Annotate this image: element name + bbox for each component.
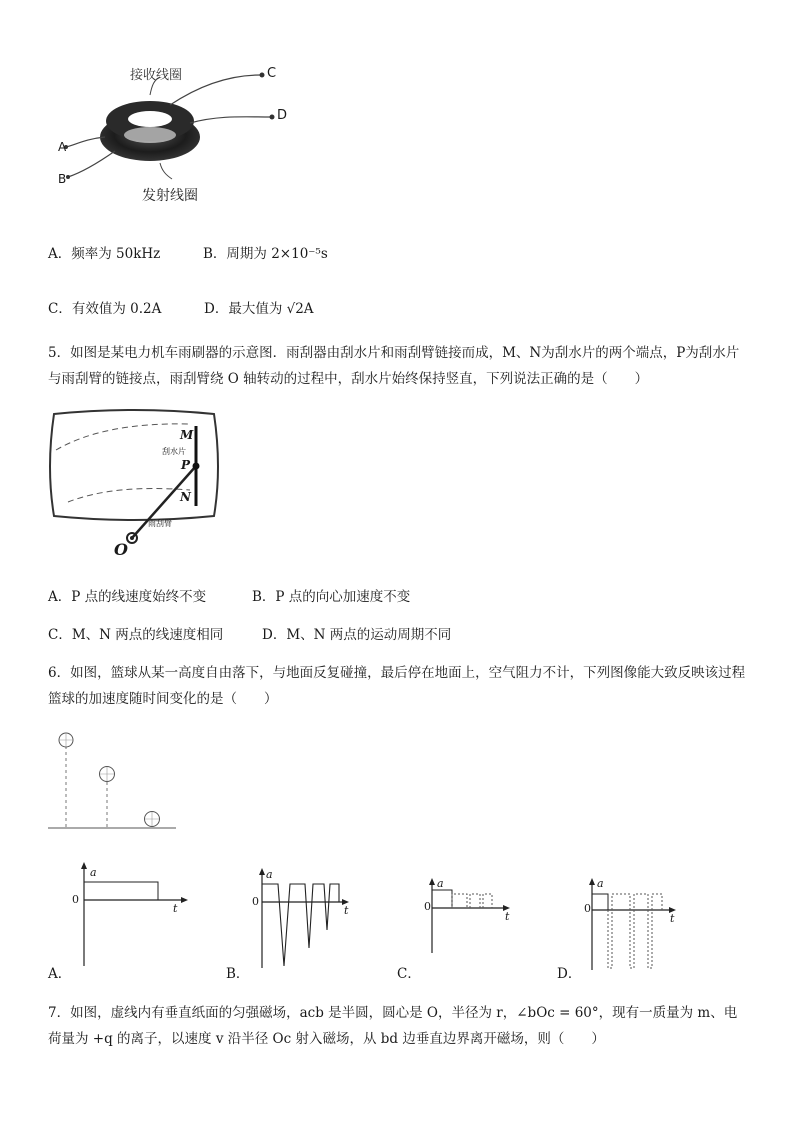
q6-number: 6． [48,665,71,681]
terminal-c-label: C [267,66,277,81]
q6-stem [48,660,748,712]
graph-d-x-label: t [670,912,675,925]
graph-d [582,878,682,973]
wiper-label-m: M [180,428,194,442]
graph-b [250,868,355,973]
graph-b-x-label: t [344,904,349,917]
graph-c-origin: 0 [424,900,431,913]
q5-option-d: D．M、N 两点的运动周期不同 [262,627,452,643]
q7-stem [48,1000,748,1052]
q7-number: 7． [48,1005,71,1021]
q6-option-d: D． [557,966,582,982]
q6-text: 如图，篮球从某一高度自由落下，与地面反复碰撞，最后停在地面上，空气阻力不计，下列图像能大致反映该过程篮球的加速度随时间变化的是（ ） [48,665,746,707]
q5-option-a: A．P 点的线速度始终不变 [48,589,207,605]
wiper-figure [44,410,224,560]
graph-d-origin: 0 [584,902,591,915]
terminal-a-label: A [58,140,67,154]
graph-b-origin: 0 [252,895,259,908]
graph-d-y-label: a [597,877,604,890]
graph-c-y-label: a [437,877,444,890]
basketball-figure [48,728,178,833]
q4-option-c: C．有效值为 0.2A [48,301,162,317]
wiper-label-n: N [180,490,191,504]
q5-text: 如图是某电力机车雨刷器的示意图．雨刮器由刮水片和雨刮臂链接而成，M、N为刮水片的两个端点，P为刮水片与雨刮臂的链接点，雨刮臂绕 O 轴转动的过程中，刮水片始终保持竖直，下列说法正确的是（ ） [48,345,740,387]
wiper-arm-label: 雨刮臂 [148,519,172,528]
graph-a-origin: 0 [72,893,79,906]
transmit-coil-label: 发射线圈 [142,188,198,204]
wiper-label-o: O [114,540,128,559]
terminal-d-label: D [277,108,288,123]
q5-option-c: C．M、N 两点的线速度相同 [48,627,224,643]
q6-option-a: A． [48,966,72,982]
q5-number: 5． [48,345,71,361]
graph-c-x-label: t [505,910,510,923]
q5-option-b: B．P 点的向心加速度不变 [252,589,411,605]
q4-option-b: B．周期为 2×10⁻⁵s [203,246,328,262]
q6-option-c: C． [397,966,421,982]
wiper-label-p: P [181,458,191,472]
graph-a-x-label: t [173,902,178,915]
graph-c [422,878,517,958]
q4-option-d: D．最大值为 √2A [204,301,314,317]
graph-a-y-label: a [90,866,97,879]
terminal-b-label: B [58,172,67,186]
graph-b-y-label: a [266,868,273,881]
q4-option-a: A．频率为 50kHz [48,246,161,262]
wiper-blade-label: 刮水片 [162,447,186,456]
receive-coil-label: 接收线圈 [130,68,183,83]
q5-stem [48,340,748,392]
q6-option-b: B． [226,966,250,982]
q7-text: 如图，虚线内有垂直纸面的匀强磁场，acb 是半圆，圆心是 O，半径为 r，∠bOc = 60°，现有一质量为 m、电荷量为 +q 的离子，以速度 v 沿半径 Oc 射入磁场，从 bd 边垂直边界离开磁场，则（ ） [48,1005,738,1047]
